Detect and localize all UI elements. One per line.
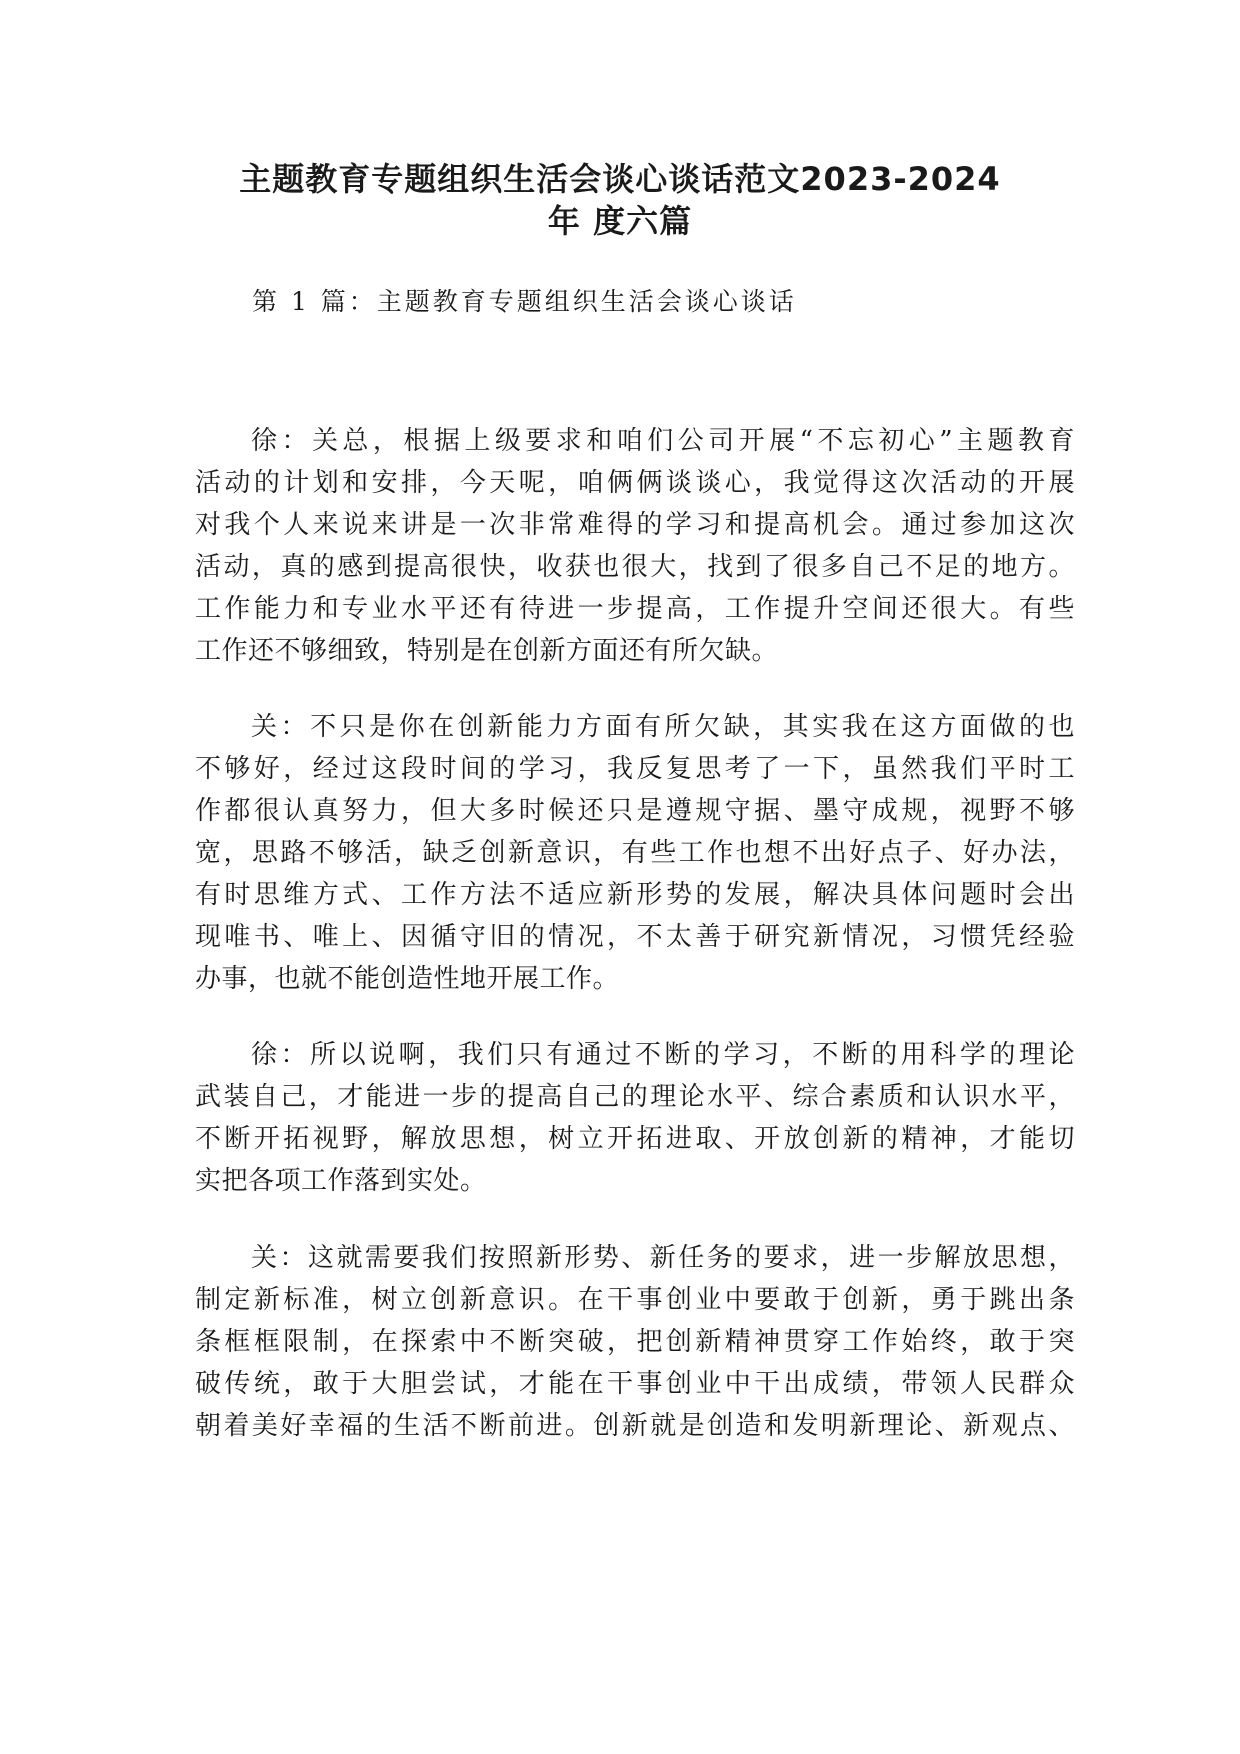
title-line: 主题教育专题组织生活会谈心谈话范文2023-2024 [239, 160, 1001, 198]
paragraph-line: 徐：关总，根据上级要求和咱们公司开展“不忘初心”主题教育 [251, 426, 1075, 456]
paragraph-line: 不够好，经过这段时间的学习，我反复思考了一下，虽然我们平时工 [195, 754, 1075, 784]
paragraph-line: 活动，真的感到提高很快，收获也很大，找到了很多自己不足的地方。 [195, 552, 1075, 582]
paragraph [195, 420, 1075, 672]
title-line: 年 度六篇 [547, 202, 693, 240]
paragraph-line: 关：不只是你在创新能力方面有所欠缺，其实我在这方面做的也 [251, 712, 1075, 742]
paragraph-line: 朝着美好幸福的生活不断前进。创新就是创造和发明新理论、新观点、 [195, 1411, 1075, 1441]
section-heading: 第 1 篇：主题教育专题组织生活会谈心谈话 [252, 287, 797, 316]
paragraph-line: 办事，也就不能创造性地开展工作。 [195, 964, 620, 994]
paragraph-line: 武装自己，才能进一步的提高自己的理论水平、综合素质和认识水平， [195, 1082, 1075, 1112]
paragraph-line: 有时思维方式、工作方法不适应新形势的发展，解决具体问题时会出 [195, 880, 1075, 910]
paragraph-line: 关：这就需要我们按照新形势、新任务的要求，进一步解放思想， [251, 1243, 1075, 1273]
paragraph-line: 不断开拓视野，解放思想，树立开拓进取、开放创新的精神，才能切 [195, 1124, 1075, 1154]
paragraph-line: 工作还不够细致，特别是在创新方面还有所欠缺。 [195, 636, 779, 666]
paragraph [195, 1034, 1075, 1202]
paragraph [195, 1237, 1075, 1447]
paragraph-line: 现唯书、唯上、因循守旧的情况，不太善于研究新情况，习惯凭经验 [195, 922, 1075, 952]
document-title [150, 158, 1090, 242]
paragraph-line: 制定新标准，树立创新意识。在干事创业中要敢于创新，勇于跳出条 [195, 1285, 1075, 1315]
paragraph-line: 破传统，敢于大胆尝试，才能在干事创业中干出成绩，带领人民群众 [195, 1369, 1075, 1399]
paragraph [195, 706, 1075, 1000]
paragraph-line: 对我个人来说来讲是一次非常难得的学习和提高机会。通过参加这次 [195, 510, 1075, 540]
paragraph-line: 工作能力和专业水平还有待进一步提高，工作提升空间还很大。有些 [195, 594, 1075, 624]
paragraph-line: 活动的计划和安排，今天呢，咱俩俩谈谈心，我觉得这次活动的开展 [195, 468, 1075, 498]
paragraph-line: 作都很认真努力，但大多时候还只是遵规守据、墨守成规，视野不够 [195, 796, 1075, 826]
paragraph-line: 徐：所以说啊，我们只有通过不断的学习，不断的用科学的理论 [251, 1040, 1075, 1070]
paragraph-line: 条框框限制，在探索中不断突破，把创新精神贯穿工作始终，敢于突 [195, 1327, 1075, 1357]
paragraph-line: 实把各项工作落到实处。 [195, 1166, 487, 1196]
paragraph-line: 宽，思路不够活，缺乏创新意识，有些工作也想不出好点子、好办法， [195, 838, 1075, 868]
